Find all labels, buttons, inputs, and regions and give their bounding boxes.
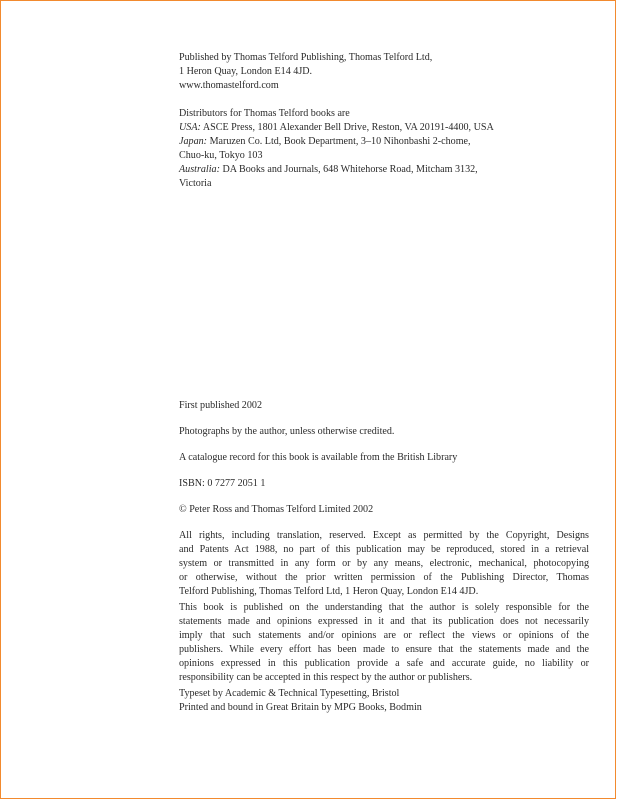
distributors-heading: Distributors for Thomas Telford books are [179,108,350,119]
isbn-text: ISBN: 0 7277 2051 1 [179,478,266,489]
disclaimer-line: This book is published on the understanding that the author is solely responsible for the [179,602,589,613]
rights-paragraph [179,529,589,599]
rights-line: and Patents Act 1988, no part of this publication may be reproduced, stored in a retrieval [179,544,589,555]
catalogue-record [179,451,589,465]
disclaimer-line: opinions expressed in this publication provide a safe and accurate guide, no liability or [179,658,589,669]
first-published-text: First published 2002 [179,400,262,411]
distributors-block [179,107,589,191]
publisher-line-2: 1 Heron Quay, London E14 4JD. [179,66,313,77]
publisher-block [179,51,589,93]
disclaimer-line: statements made and opinions expressed in it and that its publication does not necessarily [179,616,589,627]
first-published [179,399,589,413]
catalogue-text: A catalogue record for this book is available from the British Library [179,452,458,463]
disclaimer-line: responsibility can be accepted in this respect by the author or publishers. [179,672,473,683]
japan-label: Japan: [179,136,208,147]
printed-credit: Printed and bound in Great Britain by MPG Books, Bodmin [179,702,422,713]
distributor-usa [179,121,589,135]
distributor-australia [179,163,589,177]
isbn [179,477,589,491]
rights-line: Telford Publishing, Thomas Telford Ltd, 1 Heron Quay, London E14 4JD. [179,586,479,597]
usa-text: ASCE Press, 1801 Alexander Bell Drive, Reston, VA 20191-4400, USA [202,122,494,133]
publisher-line-1: Published by Thomas Telford Publishing, Thomas Telford Ltd, [179,52,433,63]
rights-line: or otherwise, without the prior written permission of the Publishing Director, Thomas [179,572,589,583]
photographs-credit [179,425,589,439]
disclaimer-line: imply that such statements and/or opinions are or reflect the views or opinions of the [179,630,589,641]
disclaimer-paragraph [179,601,589,685]
japan-text-2: Chuo-ku, Tokyo 103 [179,150,263,161]
typeset-credit: Typeset by Academic & Technical Typesetting, Bristol [179,688,400,699]
australia-text-2: Victoria [179,178,212,189]
distributor-japan [179,135,589,149]
usa-label: USA: [179,122,201,133]
rights-line: All rights, including translation, reserved. Except as permitted by the Copyright, Designs [179,530,589,541]
australia-label: Australia: [179,164,220,175]
photographs-text: Photographs by the author, unless otherwise credited. [179,426,395,437]
copyright-notice [179,503,589,517]
production-credits [179,687,589,715]
disclaimer-line: publishers. While every effort has been made to ensure that the statements made and the [179,644,589,655]
publisher-website: www.thomastelford.com [179,80,279,91]
australia-text-1: DA Books and Journals, 648 Whitehorse Road, Mitcham 3132, [222,164,478,175]
japan-text-1: Maruzen Co. Ltd, Book Department, 3–10 Nihonbashi 2-chome, [209,136,471,147]
rights-line: system or transmitted in any form or by any means, electronic, mechanical, photocopying [179,558,589,569]
copyright-text: © Peter Ross and Thomas Telford Limited 2002 [179,504,374,515]
